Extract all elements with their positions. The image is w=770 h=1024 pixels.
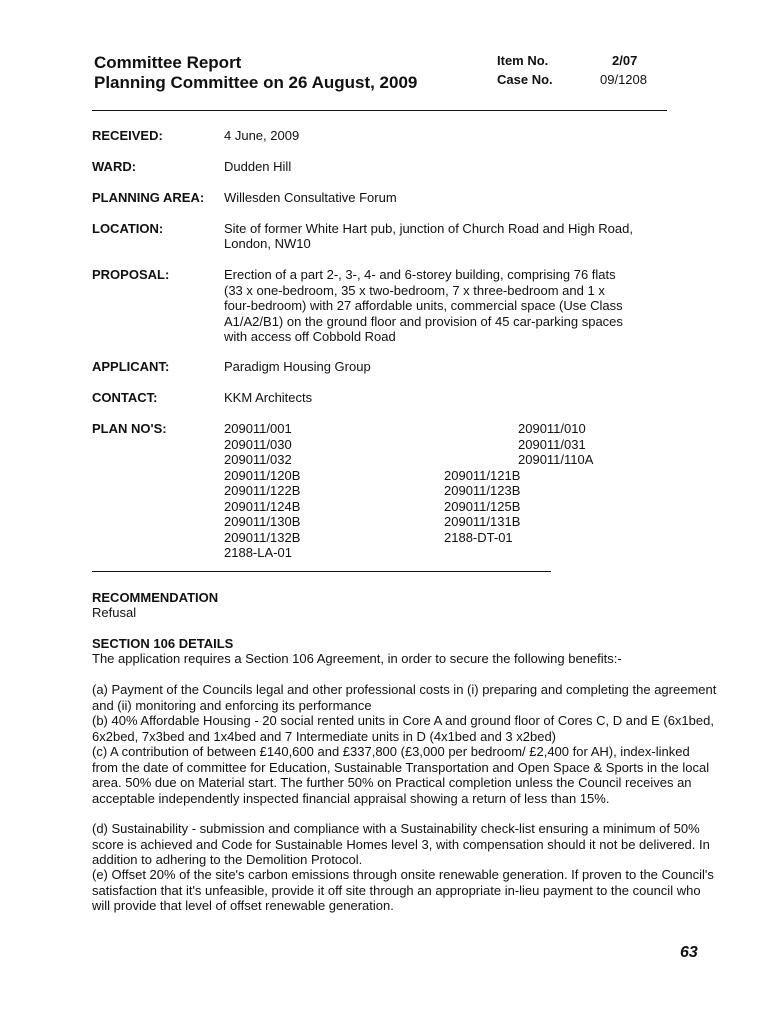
plan-number: 209011/030 xyxy=(224,436,292,452)
plan-number: 209011/125B xyxy=(444,498,521,514)
header-divider xyxy=(92,110,667,111)
plan-number: 209011/120B xyxy=(224,467,301,483)
ward-label: WARD: xyxy=(92,159,137,174)
plan-number: 2188-DT-01 xyxy=(444,529,513,545)
plans-divider xyxy=(92,571,551,572)
section106-item-c: (c) A contribution of between £140,600 and £337,800 (£3,000 per bedroom/ £2,400 for AH), index-linked from the date of committee for Education, Sustainable Transportation and Open Space & Sports in the local area. 50% due on Material start. The further 50% on Practical completion unless the Council receives an acceptable independently inspected financial appraisal showing a return of less than 15%. xyxy=(92,744,710,806)
plan-number: 209011/010 xyxy=(518,421,586,436)
committee-date-title: Planning Committee on 26 August, 2009 xyxy=(94,73,418,92)
received-label: RECEIVED: xyxy=(92,128,163,143)
proposal-label: PROPOSAL: xyxy=(92,267,170,282)
plan-number: 209011/123B xyxy=(444,483,521,498)
plan-number: 209011/110A xyxy=(518,452,594,467)
plan-number: 209011/001 xyxy=(224,421,292,436)
page-number: 63 xyxy=(680,944,698,961)
section106-intro: The application requires a Section 106 Agreement, in order to secure the following benefits:- xyxy=(92,651,622,666)
proposal-line: four-bedroom) with 27 affordable units, commercial space (Use Class xyxy=(224,298,623,313)
location-label: LOCATION: xyxy=(92,221,164,236)
received-value: 4 June, 2009 xyxy=(224,128,300,143)
proposal-line: with access off Cobbold Road xyxy=(224,329,396,344)
report-title: Committee Report xyxy=(94,53,242,72)
planning-area-value: Willesden Consultative Forum xyxy=(224,190,397,205)
contact-value: KKM Architects xyxy=(224,390,313,405)
plan-number: 209011/031 xyxy=(518,436,586,452)
plan-number: 209011/124B xyxy=(224,498,301,514)
section106-item-d: (d) Sustainability - submission and compliance with a Sustainability check-list ensuring a minimum of 50% score is achieved and Code for Sustainable Homes level 3, with compensation should it not be delivered. In addition to adhering to the Demolition Protocol. xyxy=(92,821,710,867)
applicant-value: Paradigm Housing Group xyxy=(224,359,371,374)
plan-number: 209011/032 xyxy=(224,452,292,467)
contact-label: CONTACT: xyxy=(92,390,158,405)
ward-value: Dudden Hill xyxy=(224,159,292,174)
planning-area-label: PLANNING AREA: xyxy=(92,190,205,205)
section106-item-a: (a) Payment of the Councils legal and other professional costs in (i) preparing and completing the agreement and (ii) monitoring and enforcing its performance xyxy=(92,682,717,713)
case-no-value: 09/1208 xyxy=(600,72,647,87)
plan-nos-label: PLAN NO'S: xyxy=(92,421,167,436)
case-no-label: Case No. xyxy=(497,72,553,87)
recommendation-heading: RECOMMENDATION xyxy=(92,590,219,605)
plan-number: 209011/130B xyxy=(224,514,301,529)
plan-number: 209011/121B xyxy=(444,467,521,483)
location-value-line2: London, NW10 xyxy=(224,236,311,251)
plan-number: 209011/131B xyxy=(444,514,521,529)
section106-item-b: (b) 40% Affordable Housing - 20 social rented units in Core A and ground floor of Cores C, D and E (6x1bed, 6x2bed, 7x3bed and 1x4bed and 7 Intermediate units in D (4x1bed and 3 x2bed) xyxy=(92,713,714,744)
section106-item-e: (e) Offset 20% of the site's carbon emissions through onsite renewable generation. If proven to the Council's satisfaction that it's unfeasible, provide it off site through an appropriate in-lieu payment to the council who will provide that level of offset renewable generation. xyxy=(92,867,714,913)
location-value-line1: Site of former White Hart pub, junction of Church Road and High Road, xyxy=(224,221,633,236)
plan-number: 209011/132B xyxy=(224,529,301,545)
proposal-line: (33 x one-bedroom, 35 x two-bedroom, 7 x three-bedroom and 1 x xyxy=(224,282,605,298)
item-no-label: Item No. xyxy=(497,53,549,68)
item-no-value: 2/07 xyxy=(612,53,638,68)
plan-number: 209011/122B xyxy=(224,483,301,498)
recommendation-text: Refusal xyxy=(92,605,137,620)
proposal-line: Erection of a part 2-, 3-, 4- and 6-storey building, comprising 76 flats xyxy=(224,267,616,282)
applicant-label: APPLICANT: xyxy=(92,359,170,374)
proposal-line: A1/A2/B1) on the ground floor and provision of 45 car-parking spaces xyxy=(224,313,623,329)
plan-number: 2188-LA-01 xyxy=(224,545,292,560)
section106-heading: SECTION 106 DETAILS xyxy=(92,636,234,651)
